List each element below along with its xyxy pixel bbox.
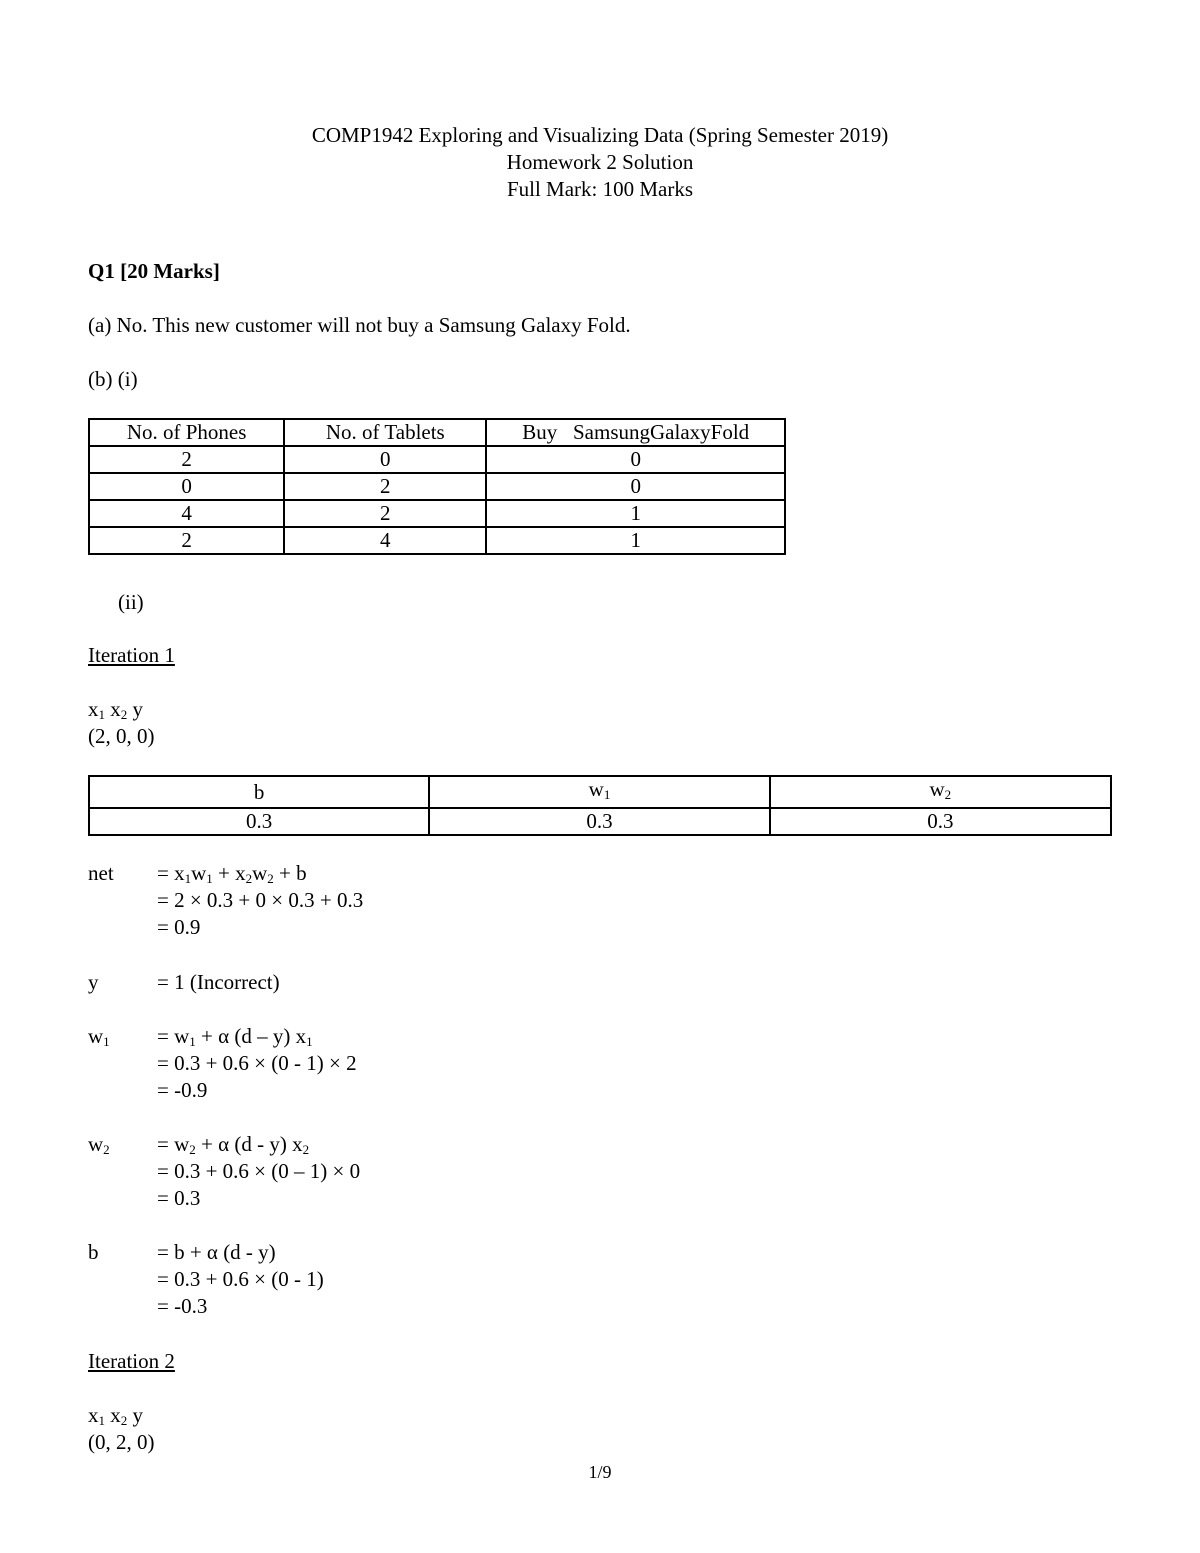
table-cell: 0 — [486, 473, 785, 500]
table-cell: 0.3 — [429, 808, 769, 835]
table-row — [89, 473, 785, 500]
table-header-cell: Buy SamsungGalaxyFold — [486, 419, 785, 446]
table-row — [89, 808, 1111, 835]
document-subtitle: Homework 2 Solution — [506, 150, 694, 174]
b-equation-line-3: = -0.3 — [157, 1294, 208, 1318]
table-row — [89, 527, 785, 554]
table-header-cell: b — [89, 776, 429, 808]
w2-equation-line-2: = 0.3 + 0.6 × (0 – 1) × 0 — [157, 1159, 361, 1183]
full-mark-line: Full Mark: 100 Marks — [506, 177, 694, 201]
table-cell: 4 — [284, 527, 486, 554]
iteration-1-heading: Iteration 1 — [88, 643, 175, 667]
w2-equation-line-3: = 0.3 — [157, 1186, 201, 1210]
net-label: net — [88, 861, 114, 885]
table-row — [89, 446, 785, 473]
b-equation-line-1: = b + α (d - y) — [157, 1240, 276, 1264]
table-cell: 2 — [284, 473, 486, 500]
sample-tuple: (0, 2, 0) — [88, 1430, 155, 1454]
variables-line: $x_1$ $x_2$ y — [88, 1403, 143, 1428]
table-cell: 0.3 — [89, 808, 429, 835]
y-label: y — [88, 970, 99, 994]
table-cell: 1 — [486, 500, 785, 527]
net-equation-line-1: = $x_1w_1 + x_2w_2 + b$ — [157, 861, 307, 886]
table-header-cell: $w_2$ — [770, 776, 1111, 808]
q1-heading: Q1 [20 Marks] — [88, 259, 220, 283]
table-header-cell: $w_1$ — [429, 776, 769, 808]
page-number: 1/9 — [588, 1462, 612, 1482]
table-header-row — [89, 776, 1111, 808]
table-cell: 2 — [284, 500, 486, 527]
w2-equation-line-1: = $w_2 + \alpha$ (d - y) $x_2$ — [157, 1132, 310, 1157]
table-cell: 0 — [284, 446, 486, 473]
table-cell: 0 — [486, 446, 785, 473]
w2-label: $w_2$ — [88, 1132, 110, 1157]
iteration-2-heading: Iteration 2 — [88, 1349, 175, 1373]
table-cell: 2 — [89, 527, 284, 554]
q1-part-b-i: (b) (i) — [88, 367, 138, 391]
training-data-table — [88, 418, 786, 555]
net-equation-line-2: = 2 × 0.3 + 0 × 0.3 + 0.3 — [157, 888, 364, 912]
weights-table — [88, 775, 1112, 836]
document-title: COMP1942 Exploring and Visualizing Data (Spring Semester 2019) — [311, 123, 889, 147]
q1-part-a: (a) No. This new customer will not buy a Samsung Galaxy Fold. — [88, 313, 631, 337]
table-header-cell: No. of Phones — [89, 419, 284, 446]
table-row — [89, 500, 785, 527]
table-cell: 1 — [486, 527, 785, 554]
w1-equation-line-1: = $w_1 + \alpha$ (d – y) $x_1$ — [157, 1024, 313, 1049]
b-label: b — [88, 1240, 99, 1264]
table-cell: 4 — [89, 500, 284, 527]
w1-equation-line-2: = 0.3 + 0.6 × (0 - 1) × 2 — [157, 1051, 357, 1075]
y-equation: = 1 (Incorrect) — [157, 970, 280, 994]
table-header-row — [89, 419, 785, 446]
variables-line: $x_1$ $x_2$ y — [88, 697, 143, 722]
net-equation-line-3: = 0.9 — [157, 915, 201, 939]
table-cell: 2 — [89, 446, 284, 473]
table-cell: 0.3 — [770, 808, 1111, 835]
w1-equation-line-3: = -0.9 — [157, 1078, 208, 1102]
q1-part-b-ii: (ii) — [118, 590, 144, 614]
sample-tuple: (2, 0, 0) — [88, 724, 155, 748]
table-header-cell: No. of Tablets — [284, 419, 486, 446]
b-equation-line-2: = 0.3 + 0.6 × (0 - 1) — [157, 1267, 324, 1291]
w1-label: $w_1$ — [88, 1024, 110, 1049]
table-cell: 0 — [89, 473, 284, 500]
